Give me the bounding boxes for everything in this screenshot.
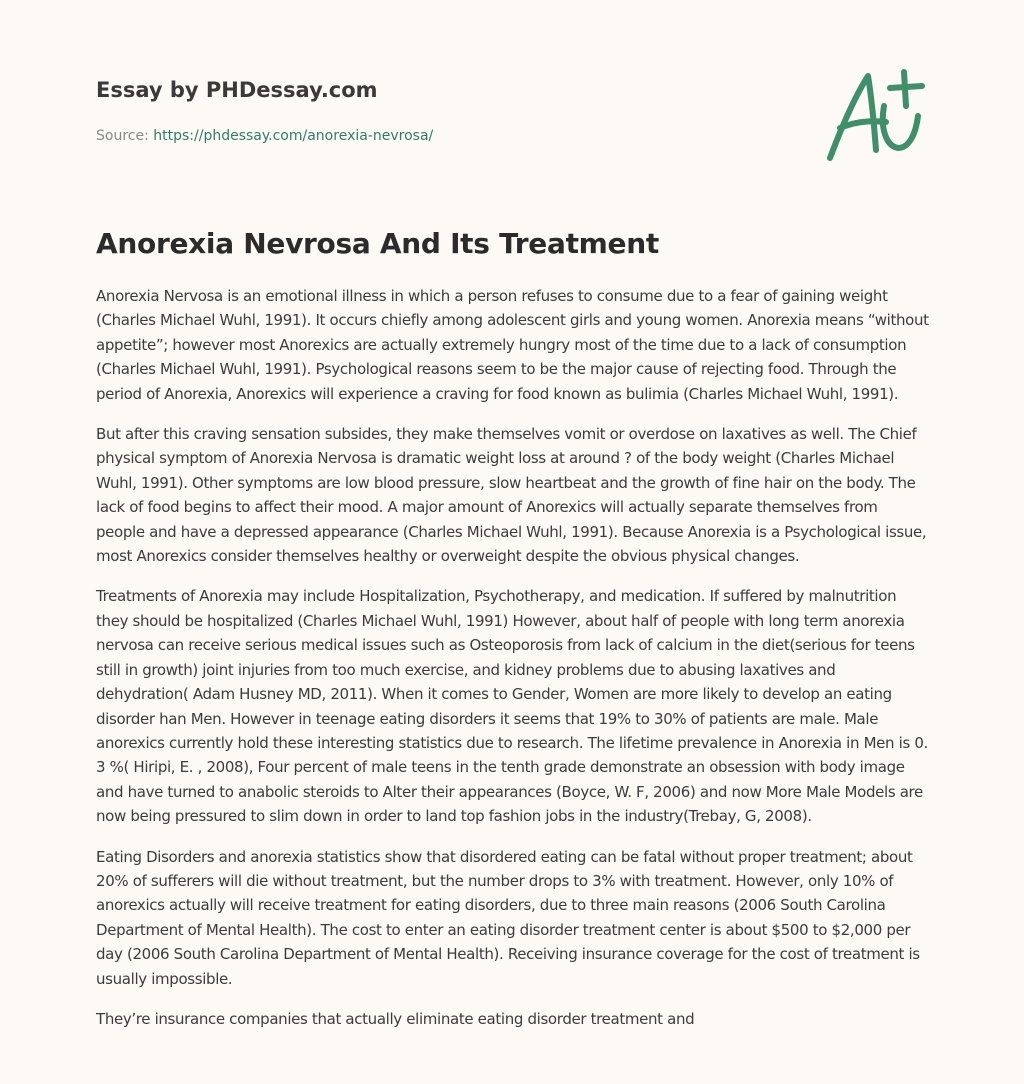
essay-title: Anorexia Nevrosa And Its Treatment [96,227,659,260]
essay-paragraph: Anorexia Nervosa is an emotional illness in which a person refuses to consume due to a fear of gaining weight (Charles Michael Wuhl, 1991). It occurs chiefly among adolescent girls and young women. Anorexia means “without appetite”; however most Anorexics are actually extremely hungry most of the time due to a lack of consumption (Charles Michael Wuhl, 1991). Psychological reasons seem to be the major cause of rejecting food. Through the period of Anorexia, Anorexics will experience a craving for food known as bulimia (Charles Michael Wuhl, 1991). [96,287,929,403]
a-plus-grade-icon [820,66,930,166]
source-label: Source: [96,128,149,144]
essay-paragraph: They’re insurance companies that actually eliminate eating disorder treatment and [96,1009,695,1028]
source-line [96,126,796,146]
essay-body [96,284,930,1047]
page-header [96,76,796,146]
site-title: Essay by PHDessay.com [96,78,378,102]
source-link[interactable]: https://phdessay.com/anorexia-nevrosa/ [153,128,434,144]
essay-paragraph: Eating Disorders and anorexia statistics show that disordered eating can be fatal without proper treatment; about 20% of sufferers will die without treatment, but the number drops to 3% with treatment. However, only 10% of anorexics actually will receive treatment for eating disorders, due to three main reasons (2006 South Carolina Department of Mental Health). The cost to enter an eating disorder treatment center is about $500 to $2,000 per day (2006 South Carolina Department of Mental Health). Receiving insurance coverage for the cost of treatment is usually impossible. [96,847,920,988]
essay-paragraph: But after this craving sensation subsides, they make themselves vomit or overdose on laxatives as well. The Chief physical symptom of Anorexia Nervosa is dramatic weight loss at around ? of the body weight (Charles Michael Wuhl, 1991). Other symptoms are low blood pressure, slow heartbeat and the growth of fine hair on the body. The lack of food begins to affect their mood. A major amount of Anorexics will actually separate themselves from people and have a depressed appearance (Charles Michael Wuhl, 1991). Because Anorexia is a Psychological issue, most Anorexics consider themselves healthy or overweight despite the obvious physical changes. [96,425,927,566]
essay-paragraph: Treatments of Anorexia may include Hospitalization, Psychotherapy, and medication. If suffered by malnutrition they should be hospitalized (Charles Michael Wuhl, 1991) However, about half of people with long term anorexia nervosa can receive serious medical issues such as Osteoporosis from lack of calcium in the diet(serious for teens still in growth) joint injuries from too much exercise, and kidney problems due to abusing laxatives and dehydration( Adam Husney MD, 2011). When it comes to Gender, Women are more likely to develop an eating disorder han Men. However in teenage eating disorders it seems that 19% to 30% of patients are male. Male anorexics currently hold these interesting statistics due to research. The lifetime prevalence in Anorexia in Men is 0. 3 %( Hiripi, E. , 2008), Four percent of male teens in the tenth grade demonstrate an obsession with body image and have turned to anabolic steroids to Alter their appearances (Boyce, W. F, 2006) and now More Male Models are now being pressured to slim down in order to land top fashion jobs in the industry(Trebay, G, 2008). [96,587,928,826]
